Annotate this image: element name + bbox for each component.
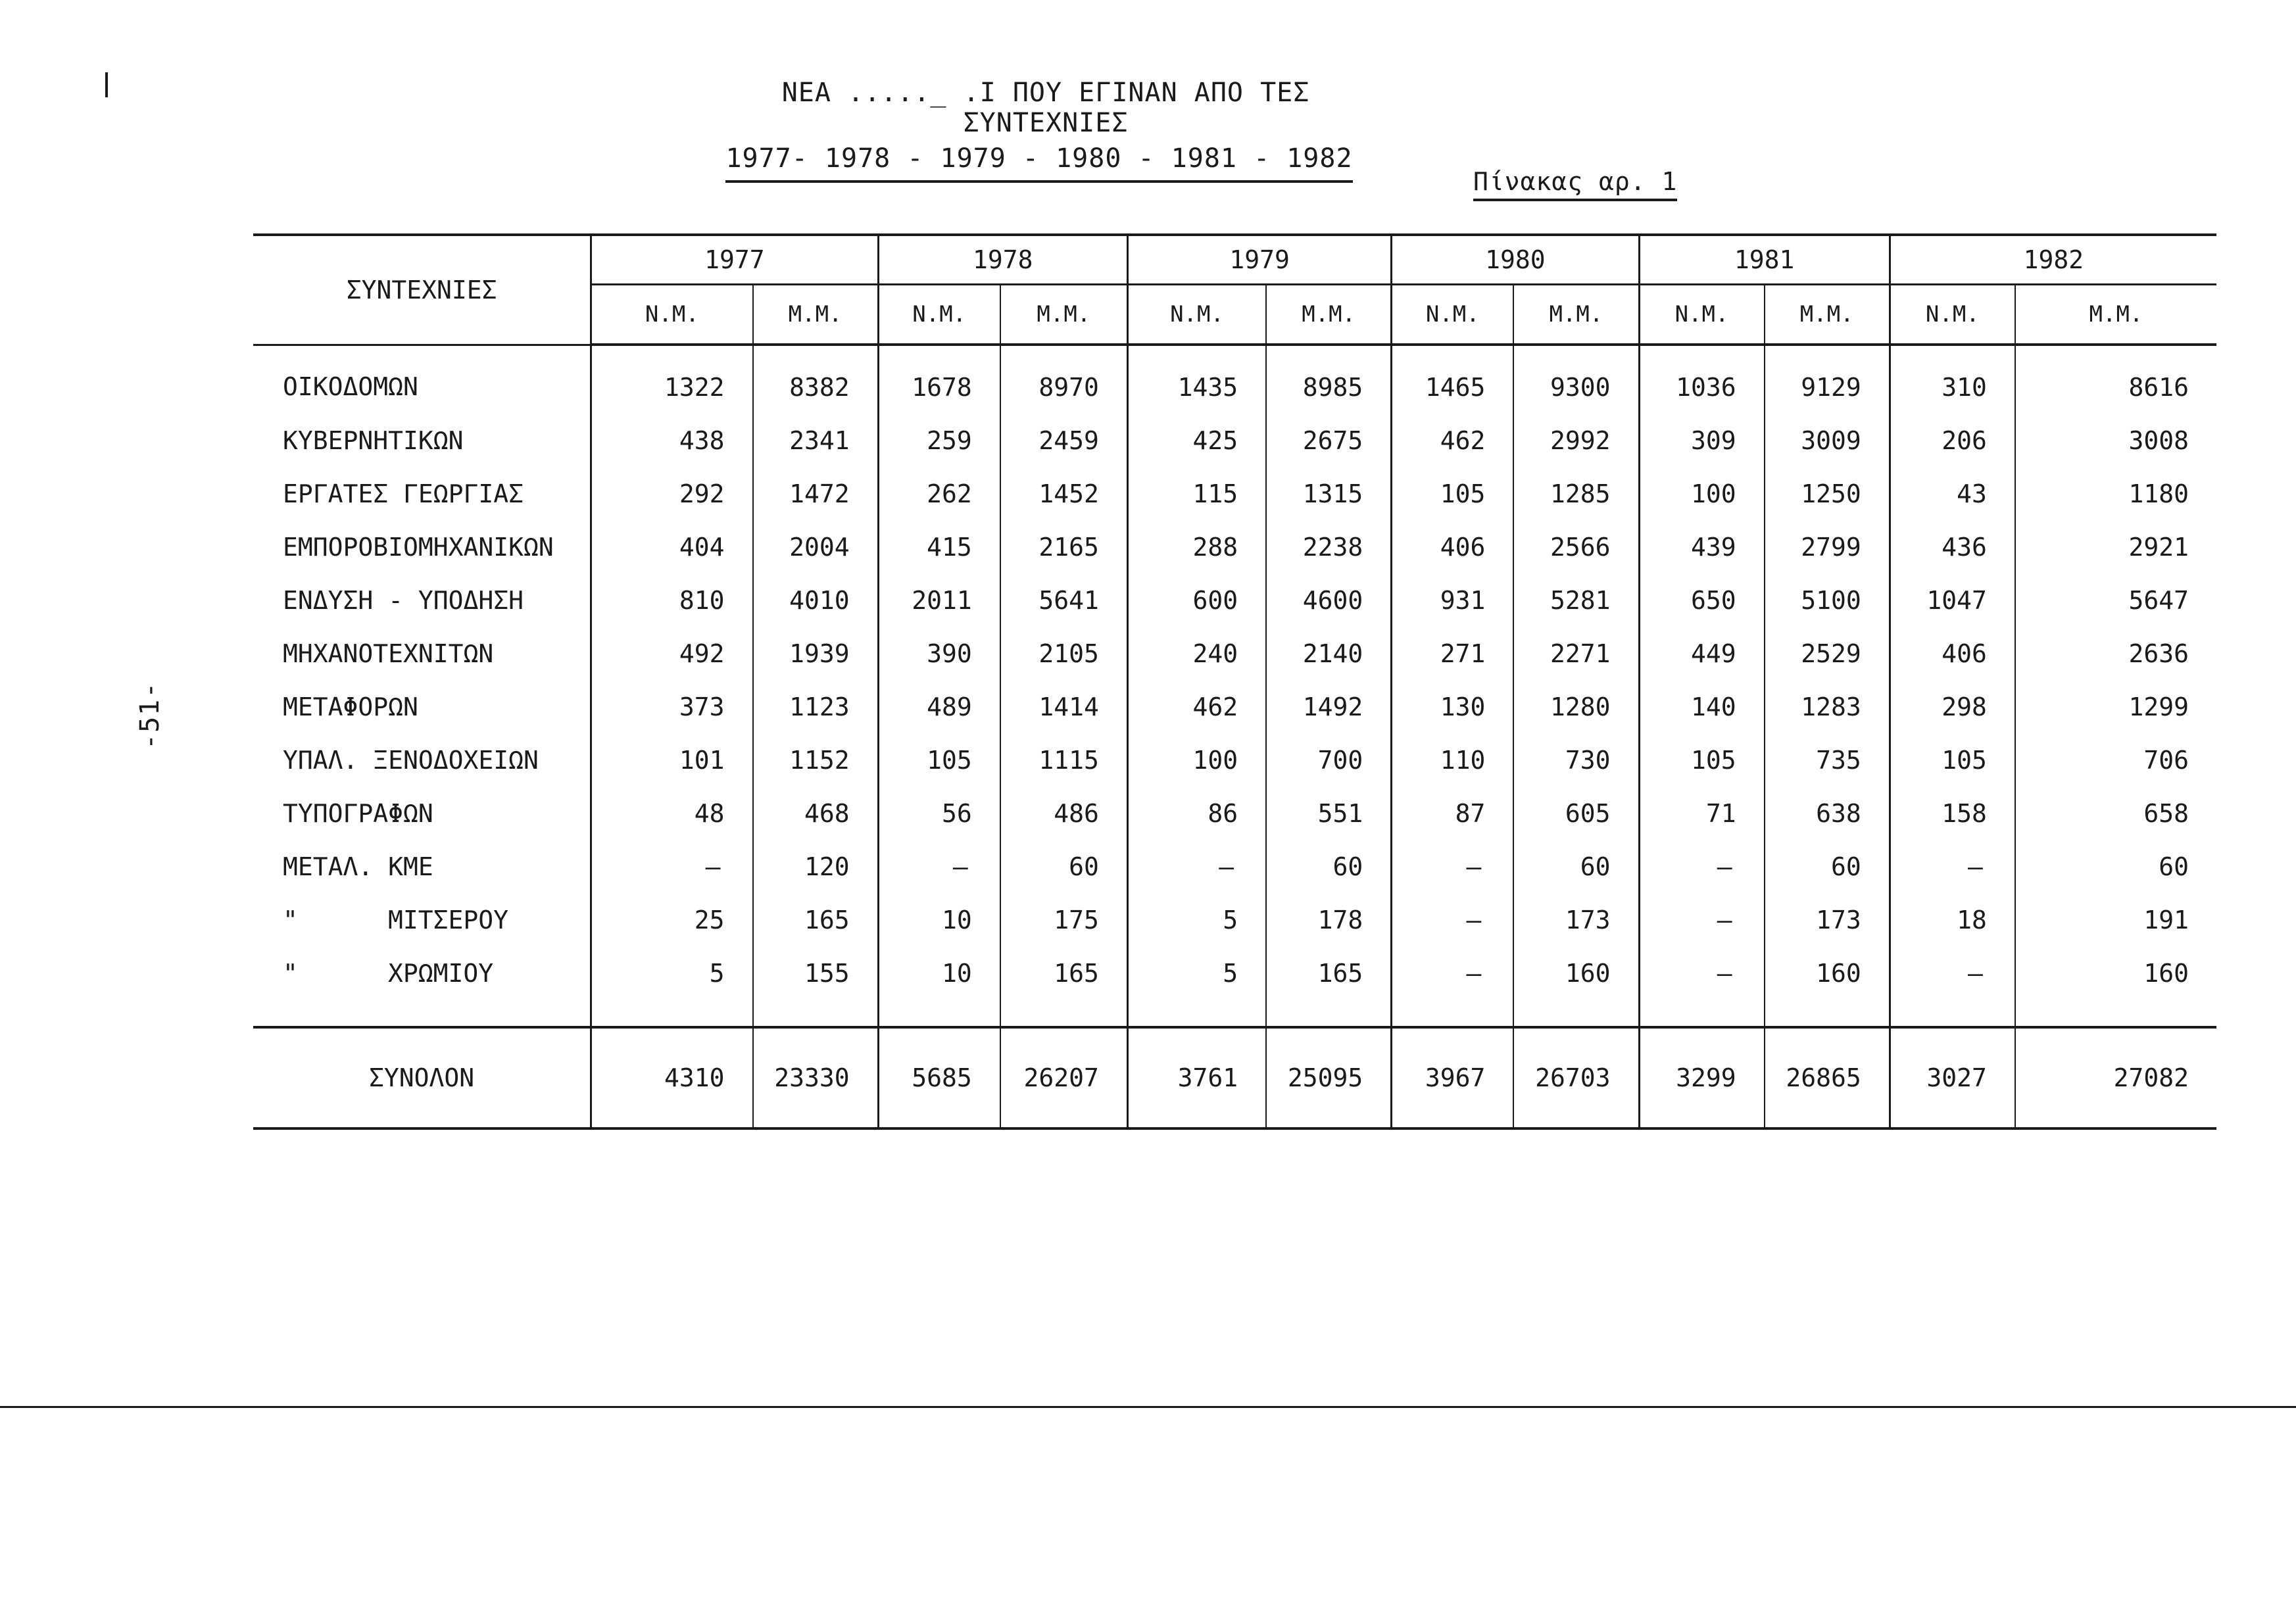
nm-value: 240 xyxy=(1127,627,1266,680)
mm-value: 25095 xyxy=(1266,1027,1392,1128)
nm-value: 449 xyxy=(1639,627,1765,680)
page-number: -51- xyxy=(135,681,165,750)
unions-table xyxy=(253,233,2216,1130)
trade-name: ΥΠΑΛ. ΞΕΝΟΔΟΧΕΙΩΝ xyxy=(283,745,539,775)
mm-value: 3008 xyxy=(2128,425,2189,455)
mm-value: 1115 xyxy=(1000,733,1128,787)
nm-value: 298 xyxy=(1890,680,2015,733)
nm-value: 489 xyxy=(878,680,1000,733)
mm-value: 1250 xyxy=(1765,467,1890,520)
mm-value: 468 xyxy=(753,787,879,840)
document-title xyxy=(691,78,1388,183)
total-label: ΣΥΝΟΛΟΝ xyxy=(253,1027,591,1128)
nm-value: 406 xyxy=(1392,520,1514,573)
mm-value: 8382 xyxy=(753,345,879,414)
trade-name-cell xyxy=(253,467,591,520)
table-row xyxy=(253,680,2216,733)
nm-value: — xyxy=(1890,840,2015,893)
table-row xyxy=(253,787,2216,840)
mm-value: 60 xyxy=(2159,852,2189,881)
mm-value: 2636 xyxy=(2128,639,2189,668)
nm-value: 492 xyxy=(591,627,753,680)
nm-value: 406 xyxy=(1890,627,2015,680)
mm-value: 160 xyxy=(1765,946,1890,1027)
mm-value: 8985 xyxy=(1266,345,1392,414)
mm-value: 706 xyxy=(2143,745,2189,775)
mm-value: 1472 xyxy=(753,467,879,520)
nm-value: 1322 xyxy=(591,345,753,414)
mm-value: 60 xyxy=(1765,840,1890,893)
mm-value: 638 xyxy=(1765,787,1890,840)
mm-value: 1152 xyxy=(753,733,879,787)
trade-name: ΤΥΠΟΓΡΑΦΩΝ xyxy=(283,798,433,828)
mm-value: 2992 xyxy=(1513,414,1639,467)
nm-value: — xyxy=(1890,946,2015,1027)
nm-value: — xyxy=(1392,946,1514,1027)
table-row xyxy=(253,627,2216,680)
trade-name-cell xyxy=(253,946,591,1027)
nm-value: — xyxy=(1639,840,1765,893)
nm-value: 259 xyxy=(878,414,1000,467)
trade-name: ΜΕΤΑΦΟΡΩΝ xyxy=(283,692,418,721)
mm-value: 26207 xyxy=(1000,1027,1128,1128)
nm-value: 100 xyxy=(1639,467,1765,520)
nm-value: 438 xyxy=(591,414,753,467)
nm-value: 3967 xyxy=(1392,1027,1514,1128)
nm-value: 10 xyxy=(878,946,1000,1027)
mm-value: 26865 xyxy=(1765,1027,1890,1128)
mm-value: 2675 xyxy=(1266,414,1392,467)
mm-value: 175 xyxy=(1000,893,1128,946)
trade-name-cell xyxy=(253,345,591,414)
nm-value: 25 xyxy=(591,893,753,946)
mm-value: 486 xyxy=(1000,787,1128,840)
table-row xyxy=(253,520,2216,573)
mm-value: 8970 xyxy=(1000,345,1128,414)
nm-value: 5685 xyxy=(878,1027,1000,1128)
nm-value: 86 xyxy=(1127,787,1266,840)
mm-value: 1939 xyxy=(753,627,879,680)
nm-value: — xyxy=(878,840,1000,893)
trade-name: ΕΝΔΥΣΗ - ΥΠΟΔΗΣΗ xyxy=(283,585,524,615)
nm-value: 101 xyxy=(591,733,753,787)
margin-mark xyxy=(105,72,108,97)
nm-value: 436 xyxy=(1890,520,2015,573)
trade-name-cell xyxy=(253,733,591,787)
trade-name-cell xyxy=(253,573,591,627)
mm-value: 160 xyxy=(1513,946,1639,1027)
mm-value: 605 xyxy=(1513,787,1639,840)
nm-header: Ν.Μ. xyxy=(591,285,753,345)
nm-value: 130 xyxy=(1392,680,1514,733)
mm-header: Μ.Μ. xyxy=(1513,285,1639,345)
trade-name-cell xyxy=(253,520,591,573)
nm-value: 10 xyxy=(878,893,1000,946)
table-row xyxy=(253,733,2216,787)
mm-value: 2238 xyxy=(1266,520,1392,573)
mm-value: 4600 xyxy=(1266,573,1392,627)
mm-value: 700 xyxy=(1266,733,1392,787)
total-row xyxy=(253,1027,2216,1128)
trade-name: ΕΜΠΟΡΟΒΙΟΜΗΧΑΝΙΚΩΝ xyxy=(283,532,554,562)
table-row xyxy=(253,893,2216,946)
mm-value: 1285 xyxy=(1513,467,1639,520)
table-label: Πίνακας αρ. 1 xyxy=(1473,167,1677,201)
nm-value: 5 xyxy=(591,946,753,1027)
mm-value: 165 xyxy=(1266,946,1392,1027)
nm-value: 4310 xyxy=(591,1027,753,1128)
page-bottom-rule xyxy=(0,1406,2296,1408)
table-body xyxy=(253,345,2216,1128)
nm-value: 105 xyxy=(1639,733,1765,787)
mm-value: 60 xyxy=(1000,840,1128,893)
nm-value: 3761 xyxy=(1127,1027,1266,1128)
nm-value: 462 xyxy=(1127,680,1266,733)
title-line-1: ΝΕΑ ....._ .Ι ΠΟΥ ΕΓΙΝΑΝ ΑΠΟ ΤΕΣ ΣΥΝΤΕΧΝΙΕΣ xyxy=(781,78,1310,138)
nm-value: 439 xyxy=(1639,520,1765,573)
mm-value: 173 xyxy=(1765,893,1890,946)
mm-value: 9129 xyxy=(1765,345,1890,414)
nm-value: 105 xyxy=(1890,733,2015,787)
nm-value: 100 xyxy=(1127,733,1266,787)
table-row xyxy=(253,840,2216,893)
mm-value: 60 xyxy=(1266,840,1392,893)
table-row xyxy=(253,573,2216,627)
mm-value: 9300 xyxy=(1513,345,1639,414)
mm-value: 191 xyxy=(2143,905,2189,934)
trade-name: ΚΥΒΕΡΝΗΤΙΚΩΝ xyxy=(283,425,464,455)
mm-value: 5100 xyxy=(1765,573,1890,627)
mm-value: 120 xyxy=(753,840,879,893)
mm-value: 2799 xyxy=(1765,520,1890,573)
table-row xyxy=(253,345,2216,414)
mm-value: 2004 xyxy=(753,520,879,573)
mm-header: Μ.Μ. xyxy=(1266,285,1392,345)
trade-name-cell xyxy=(253,840,591,893)
year-header: 1977 xyxy=(591,235,878,285)
nm-header: Ν.Μ. xyxy=(1127,285,1266,345)
year-header: 1978 xyxy=(878,235,1127,285)
mm-value: 165 xyxy=(1000,946,1128,1027)
mm-value: 1492 xyxy=(1266,680,1392,733)
nm-value: 105 xyxy=(1392,467,1514,520)
nm-value: — xyxy=(1392,840,1514,893)
nm-value: — xyxy=(1639,946,1765,1027)
nm-value: 650 xyxy=(1639,573,1765,627)
nm-value: 115 xyxy=(1127,467,1266,520)
mm-value: 27082 xyxy=(2015,1027,2216,1128)
mm-value: 160 xyxy=(2143,958,2189,988)
year-header: 1980 xyxy=(1392,235,1639,285)
nm-value: 206 xyxy=(1890,414,2015,467)
nm-value: 2011 xyxy=(878,573,1000,627)
nm-header: Ν.Μ. xyxy=(878,285,1000,345)
nm-value: 105 xyxy=(878,733,1000,787)
trade-name-cell xyxy=(253,414,591,467)
nm-value: 404 xyxy=(591,520,753,573)
mm-value: 1414 xyxy=(1000,680,1128,733)
table-row xyxy=(253,946,2216,1027)
mm-value: 1180 xyxy=(2128,479,2189,508)
nm-header: Ν.Μ. xyxy=(1392,285,1514,345)
mm-value: 1299 xyxy=(2128,692,2189,721)
trade-name: ΕΡΓΑΤΕΣ ΓΕΩΡΓΙΑΣ xyxy=(283,479,524,508)
nm-value: 140 xyxy=(1639,680,1765,733)
nm-value: 292 xyxy=(591,467,753,520)
nm-value: 87 xyxy=(1392,787,1514,840)
mm-value: 2140 xyxy=(1266,627,1392,680)
mm-value: 1123 xyxy=(753,680,879,733)
mm-value: 5647 xyxy=(2128,585,2189,615)
year-header: 1979 xyxy=(1127,235,1391,285)
mm-value: 735 xyxy=(1765,733,1890,787)
trade-name: ΜΕΤΑΛ. ΚΜΕ xyxy=(283,852,433,881)
nm-value: — xyxy=(1392,893,1514,946)
mm-value: 155 xyxy=(753,946,879,1027)
nm-value: 1678 xyxy=(878,345,1000,414)
trade-name-cell xyxy=(253,680,591,733)
nm-value: 18 xyxy=(1890,893,2015,946)
mm-value: 2165 xyxy=(1000,520,1128,573)
mm-value: 2105 xyxy=(1000,627,1128,680)
nm-value: 810 xyxy=(591,573,753,627)
mm-value: 1315 xyxy=(1266,467,1392,520)
mm-value: 658 xyxy=(2143,798,2189,828)
nm-value: 48 xyxy=(591,787,753,840)
nm-value: 56 xyxy=(878,787,1000,840)
table-row xyxy=(253,467,2216,520)
mm-header: Μ.Μ. xyxy=(2015,285,2216,345)
table-row xyxy=(253,414,2216,467)
year-header: 1981 xyxy=(1639,235,1890,285)
mm-value: 5641 xyxy=(1000,573,1128,627)
nm-header: Ν.Μ. xyxy=(1639,285,1765,345)
nm-value: — xyxy=(1639,893,1765,946)
mm-value: 2921 xyxy=(2128,532,2189,562)
nm-value: — xyxy=(1127,840,1266,893)
nm-value: 5 xyxy=(1127,893,1266,946)
mm-value: 3009 xyxy=(1765,414,1890,467)
nm-value: 425 xyxy=(1127,414,1266,467)
nm-value: 3299 xyxy=(1639,1027,1765,1128)
nm-value: 158 xyxy=(1890,787,2015,840)
year-header-row xyxy=(253,235,2216,285)
nm-header: Ν.Μ. xyxy=(1890,285,2015,345)
mm-value: 2271 xyxy=(1513,627,1639,680)
mm-value: 1452 xyxy=(1000,467,1128,520)
nm-value: 390 xyxy=(878,627,1000,680)
mm-value: 8616 xyxy=(2128,372,2189,402)
trade-name: ΜΗΧΑΝΟΤΕΧΝΙΤΩΝ xyxy=(283,639,494,668)
mm-value: 5281 xyxy=(1513,573,1639,627)
nm-value: 415 xyxy=(878,520,1000,573)
mm-header: Μ.Μ. xyxy=(753,285,879,345)
mm-value: 60 xyxy=(1513,840,1639,893)
mm-value: 2341 xyxy=(753,414,879,467)
mm-value: 173 xyxy=(1513,893,1639,946)
nm-value: 288 xyxy=(1127,520,1266,573)
nm-value: 3027 xyxy=(1890,1027,2015,1128)
mm-header: Μ.Μ. xyxy=(1765,285,1890,345)
nm-value: — xyxy=(591,840,753,893)
nm-value: 462 xyxy=(1392,414,1514,467)
mm-value: 730 xyxy=(1513,733,1639,787)
mm-value: 2529 xyxy=(1765,627,1890,680)
nm-value: 309 xyxy=(1639,414,1765,467)
nm-value: 43 xyxy=(1890,467,2015,520)
nm-value: 931 xyxy=(1392,573,1514,627)
nm-value: 600 xyxy=(1127,573,1266,627)
mm-value: 2566 xyxy=(1513,520,1639,573)
nm-value: 373 xyxy=(591,680,753,733)
trade-name: ΜΙΤΣΕΡΟΥ xyxy=(388,905,509,934)
nm-value: 71 xyxy=(1639,787,1765,840)
mm-value: 2459 xyxy=(1000,414,1128,467)
nm-value: 271 xyxy=(1392,627,1514,680)
mm-value: 1283 xyxy=(1765,680,1890,733)
mm-value: 4010 xyxy=(753,573,879,627)
mm-value: 1280 xyxy=(1513,680,1639,733)
mm-value: 551 xyxy=(1266,787,1392,840)
mm-value: 165 xyxy=(753,893,879,946)
trade-name-cell xyxy=(253,787,591,840)
mm-header: Μ.Μ. xyxy=(1000,285,1128,345)
mm-value: 26703 xyxy=(1513,1027,1639,1128)
mm-value: 23330 xyxy=(753,1027,879,1128)
nm-value: 1047 xyxy=(1890,573,2015,627)
nm-value: 1435 xyxy=(1127,345,1266,414)
ditto-mark: " xyxy=(283,905,298,934)
nm-value: 5 xyxy=(1127,946,1266,1027)
trade-name-cell xyxy=(253,627,591,680)
title-line-2: 1977- 1978 - 1979 - 1980 - 1981 - 1982 xyxy=(725,143,1352,183)
nm-value: 262 xyxy=(878,467,1000,520)
trade-name: ΟΙΚΟΔΟΜΩΝ xyxy=(283,372,418,402)
mm-value: 178 xyxy=(1266,893,1392,946)
year-header: 1982 xyxy=(1890,235,2216,285)
trade-column-header: ΣΥΝΤΕΧΝΙΕΣ xyxy=(253,235,591,345)
nm-value: 110 xyxy=(1392,733,1514,787)
nm-value: 310 xyxy=(1890,345,2015,414)
nm-value: 1465 xyxy=(1392,345,1514,414)
trade-name: ΧΡΩΜΙΟΥ xyxy=(388,958,494,988)
ditto-mark: " xyxy=(283,958,298,988)
nm-value: 1036 xyxy=(1639,345,1765,414)
trade-name-cell xyxy=(253,893,591,946)
